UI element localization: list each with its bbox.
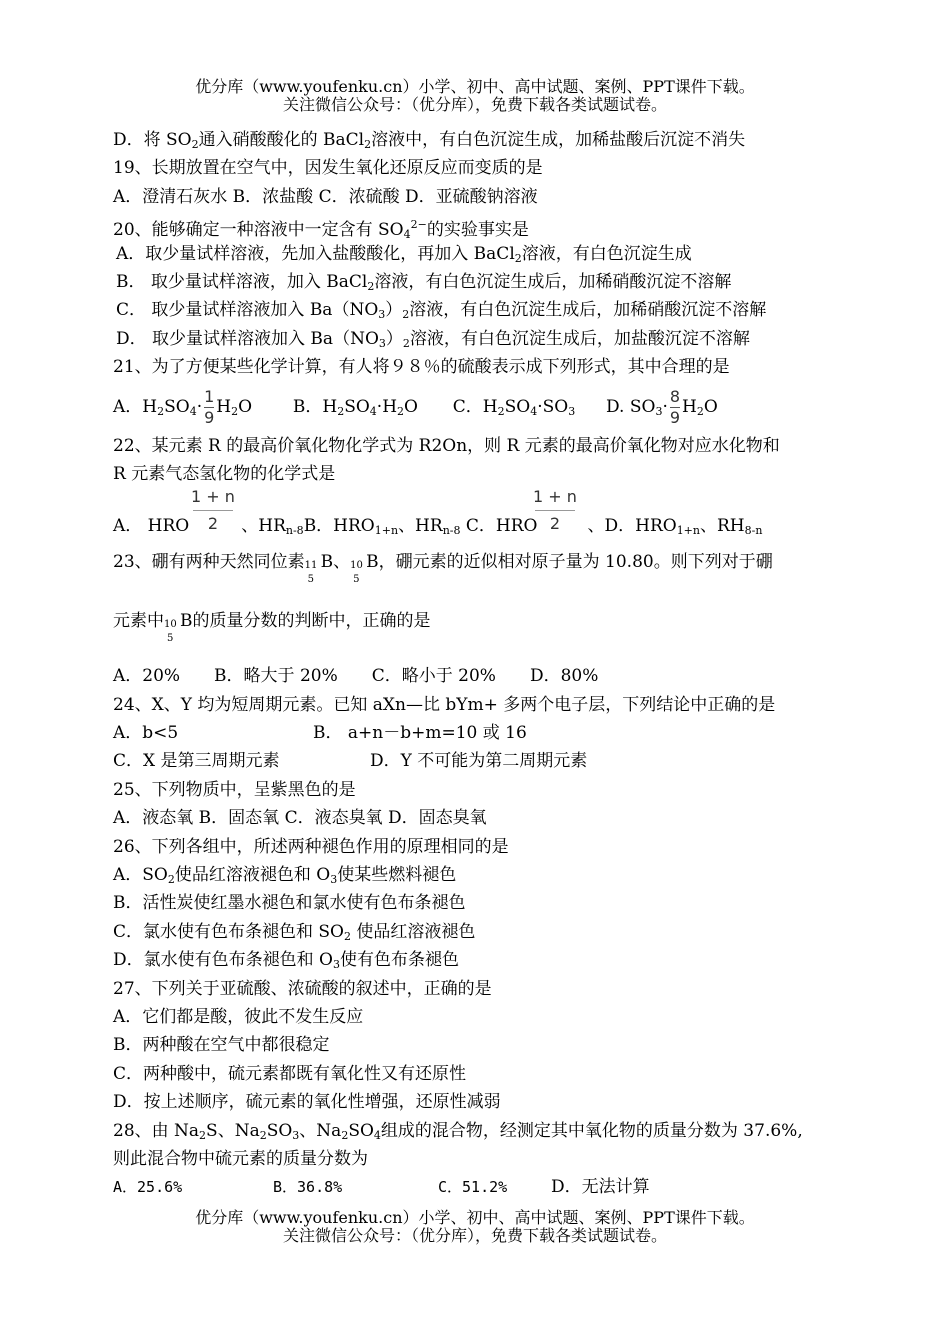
q23-stem-2: 元素中 10 5 B的质量分数的判断中，正确的是 [113,611,431,644]
q27-stem: 27、下列关于亚硫酸、浓硫酸的叙述中，正确的是 [113,978,492,999]
q23-stem-1: 23、硼有两种天然同位素 11 5 B、 10 5 B，硼元素的近似相对原子量为 10.80。则下列对于硼 [113,552,773,585]
q20-stem: 20、能够确定一种溶液中一定含有 $SO_4^{2-}$的实验事实是 [113,218,529,242]
q20-option-d: D． 取少量试样溶液加入 $Ba(NO_3)_2$溶液，有白色沉淀生成后，加盐酸沉淀不溶解 [116,328,750,350]
q18-option-d: D．将 $SO_2$通入硝酸酸化的 BaCl$_2$溶液中，有白色沉淀生成，加稀盐酸后沉淀不消失 [113,130,746,151]
q23-options: A．20% B．略大于 20% C．略小于 20% D．80% [113,666,599,687]
q28-stem-2: 则此混合物中硫元素的质量分数为 [113,1148,368,1169]
q25-options: A．液态氧 B．固态氧 C．液态臭氧 D．固态臭氧 [113,808,487,829]
footer-line-2: 关注微信公众号：（优分库），免费下载各类试题试卷。 [282,1226,667,1245]
q24-stem: 24、X、Y 均为短周期元素。已知 aXn—比 bYm+ 多两个电子层，下列结论中正确的是 [113,694,776,715]
fraction-1-9: $\frac{1}{9}$ [204,386,215,427]
q28-options: A．25.6% B．36.8% C．51.2% D．无法计算 [113,1177,650,1198]
q21-options: A．$H_2SO_4\cdot$ $\frac{1}{9}$ $H_2O$ B．$H_2SO_4\cdot H_2O$ C．$H_2SO_4\cdot SO_3$ D. $SO_3\cdot$ $\frac{8}{9}$ $H_2O$ [113,386,718,427]
fraction-1plusn-over-2-b: 1 + n 2 [533,487,577,534]
header-line-2: 关注微信公众号：（优分库），免费下载各类试题试卷。 [282,95,667,114]
q26-option-d: D．氯水使有色布条褪色和 $O_3$使有色布条褪色 [113,950,459,972]
page-header [0,78,950,114]
footer-line-1: 优分库（www.youfenku.cn）小学、初中、高中试题、案例、PPT课件下载。 [195,1208,755,1227]
q22-stem-2: R 元素气态氢化物的化学式是 [113,463,336,484]
header-line-1: 优分库（www.youfenku.cn）小学、初中、高中试题、案例、PPT课件下载。 [195,77,755,96]
q26-option-c: C．氯水使有色布条褪色和 $SO_2$ 使品红溶液褪色 [113,921,476,943]
q27-option-b: B．两种酸在空气中都很稳定 [113,1035,330,1056]
q19-stem: 19、长期放置在空气中，因发生氧化还原反应而变质的是 [113,158,543,179]
q20-option-c: C． 取少量试样溶液加入 $Ba(NO_3)_2$溶液，有白色沉淀生成后，加稀硝酸沉淀不溶解 [116,300,767,322]
q28-stem-1: 28、由 $Na_2S$、$Na_2SO_3$、$Na_2SO_4$组成的混合物，经测定其中氧化物的质量分数为 37.6%, [113,1120,803,1142]
isotope-b10-2: 10 5 [164,618,177,644]
isotope-b10: 10 5 [350,559,363,585]
q24-options-cd: C．X 是第三周期元素 D．Y 不可能为第二周期元素 [113,751,588,772]
isotope-b11: 11 5 [304,559,318,585]
q26-option-b: B．活性炭使红墨水褪色和氯水使有色布条褪色 [113,893,466,914]
q27-option-d: D．按上述顺序，硫元素的氧化性增强，还原性减弱 [113,1092,501,1113]
q21-stem: 21、为了方便某些化学计算，有人将９８％的硫酸表示成下列形式，其中合理的是 [113,357,730,378]
exam-content [113,126,843,1202]
q22-options: 1 + n 2 1 + n 2 A． HRO 、$HR_{n-8}B$．$HRO_{1+n}$、$HR_{n-8}$ C．HRO 、D．$HRO_{1+n}$、$RH_{8-n}$ [113,487,763,538]
q25-stem: 25、下列物质中，呈紫黑色的是 [113,779,356,800]
fraction-8-9: $\frac{8}{9}$ [669,386,681,427]
q24-options-ab: A．b<5 B． a+n－b+m=10 或 16 [113,723,527,744]
fraction-1plusn-over-2-a: 1 + n 2 [191,487,235,534]
q27-option-c: C．两种酸中，硫元素都既有氧化性又有还原性 [113,1063,467,1084]
page-footer [0,1209,950,1245]
q20-option-b: B． 取少量试样溶液，加入 BaCl$_2$溶液，有白色沉淀生成后，加稀硝酸沉淀不溶解 [116,271,732,293]
q20-option-a: A．取少量试样溶液，先加入盐酸酸化，再加入 BaCl$_2$溶液，有白色沉淀生成 [116,243,692,265]
q26-stem: 26、下列各组中，所述两种褪色作用的原理相同的是 [113,836,509,857]
q19-options: A．澄清石灰水 B．浓盐酸 C．浓硫酸 D．亚硫酸钠溶液 [113,186,538,207]
q26-option-a: A．$SO_2$使品红溶液褪色和 $O_3$使某些燃料褪色 [113,865,457,887]
q27-option-a: A．它们都是酸，彼此不发生反应 [113,1006,364,1027]
q22-stem-1: 22、某元素 R 的最高价氧化物化学式为 R2On，则 R 元素的最高价氧化物对应水化物和 [113,435,780,456]
